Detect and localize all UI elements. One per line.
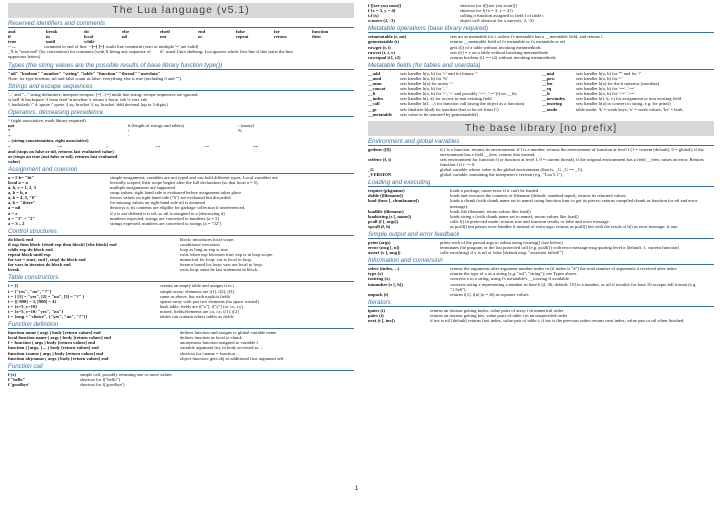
metafield-name xyxy=(542,112,576,117)
entry-description: calling a function assigned to field f of table t xyxy=(460,13,544,19)
metafield-name: __add xyxy=(368,70,381,76)
keyword: until xyxy=(46,39,56,45)
metafield-description: sets handler h(a, b) for '^' xyxy=(576,75,623,81)
metafield-name: __eq xyxy=(542,86,552,92)
metafield-description: sets handler h(t, k) for access to non existing field xyxy=(400,96,492,102)
entry-term: rawequal (t1, t2) xyxy=(368,54,401,60)
metafield-description: sets handler h(f, ...) for function call (using the object as a function) xyxy=(400,101,525,107)
operators-note: ^ (right associative, math library required) xyxy=(8,118,86,124)
metafield-name: __unm xyxy=(368,81,382,87)
section-heading: Function definition xyxy=(8,321,354,329)
function-call-table xyxy=(8,372,354,387)
table-row xyxy=(8,356,354,361)
keyword: function xyxy=(312,29,329,34)
entry-description: sets environment for function f (or function at level f, 0 = current thread); if the original environment has a field __fenv, raises an error. Returns function f if f ~= 0. xyxy=(440,156,704,167)
section-heading: Strings and escape sequences xyxy=(8,83,354,91)
entry-term: function name ( args ) body [return values] end xyxy=(8,330,101,336)
entry-term: for var = start, end [, step] do block end xyxy=(8,257,86,263)
section-heading: Operators, decreasing precedence xyxy=(8,109,354,117)
table-row xyxy=(8,267,354,272)
entry-description: returns t[1], t[n] (n = #t) as separate values xyxy=(450,291,529,297)
entry-term: a = 5 b= "hi" xyxy=(8,174,34,180)
metafield-description: sets handler h(a, b) for '..' xyxy=(400,86,447,92)
entry-description: variable argument list, in body accessed as ... xyxy=(180,345,263,351)
keyword: else xyxy=(122,29,130,34)
base-library-title: The base library [no prefix] xyxy=(368,121,714,136)
entry-term: if exp then block {elseif exp then block} [else block] end xyxy=(8,241,117,247)
types-list: "nil" "boolean" "number" "string" "table" "function" "thread" "userdata" xyxy=(8,70,161,76)
section-heading: Control structures xyxy=(8,228,354,236)
operator: <= xyxy=(57,143,63,149)
function-call-continued xyxy=(368,3,714,23)
entry-term: print (args) xyxy=(368,240,391,245)
entry-term: ipairs (t) xyxy=(368,307,385,313)
comment-list xyxy=(8,44,354,59)
comment-term: -- ... xyxy=(8,44,16,50)
entry-description: shortcut for f("hello") xyxy=(80,376,120,382)
entry-term: loadstring (s [, name]) xyxy=(368,213,412,219)
entry-term: unpack (t) xyxy=(368,291,389,297)
entry-term: t = { [1] = "yes", [2] = "no", [3] = "?" } xyxy=(8,293,85,299)
operator: == xyxy=(253,143,259,149)
entry-description: loads a chunk (with chunk name set to name) using function func to get its pieces; returns compiled chunk as function (or nil and error message). xyxy=(450,198,698,209)
function-definition-table xyxy=(8,330,354,361)
entry-term: tonumber (x [, b]) xyxy=(368,281,403,287)
entry-term: getfenv ([f]) xyxy=(368,146,392,152)
operator: % xyxy=(238,128,242,134)
keyword: for xyxy=(274,29,280,34)
entry-term: f {x = 3, y = 4} xyxy=(368,8,396,14)
entry-description: shortcut for f({x = 3, y = 4}) xyxy=(460,8,513,14)
entry-description: as pcall() but passes error handler h instead of extra args; returns as pcall() but with the result of h() as error message, if any. xyxy=(450,223,679,229)
string-escapes xyxy=(8,92,354,107)
entry-description: strings expected, numbers are converted to strings (a = "32") xyxy=(110,220,222,226)
table-row xyxy=(368,292,714,297)
entry-description: returns the arguments after argument number index or (if index is "#") the total number of arguments it received after index xyxy=(450,266,677,272)
entry-description: tables can contain others tables as fields xyxy=(160,314,234,320)
entry-term: error (msg [, n]) xyxy=(368,245,400,251)
entry-term: f (x) xyxy=(8,371,17,377)
entry-description: simple assignment; variables are not typed and can hold different types. Local variables are xyxy=(110,174,278,180)
entry-description: sets mt as metatable for t, unless t's metatable has a __metatable field, and returns t xyxy=(450,34,603,40)
escape-row: '...' and "..." string delimiters; interpret escapes. [=[...]=] multi line string; escape sequences are ignored. xyxy=(8,91,199,97)
entry-term: require (pkgname) xyxy=(368,188,405,194)
metafield-description: sets handler h(a, b) for '*' and for '/' xyxy=(576,70,641,76)
section-heading: Information and conversion xyxy=(368,257,714,265)
metafield-description: sets handler h(t, k, v) for assignment to non existing field xyxy=(576,96,682,102)
entry-term: break xyxy=(8,267,20,273)
keyword: return xyxy=(274,34,287,40)
entry-description: global variable containing the interpreter's version (e.g. "Lua 5.1") xyxy=(440,172,563,178)
entry-term: function ( [args, ] ... ) body [return values] end xyxy=(8,345,99,351)
operator xyxy=(238,154,338,164)
entry-description: returns an iterator getting key, value pairs of table t in an unspecified order xyxy=(430,312,568,318)
entry-term: repeat block until exp xyxy=(8,252,51,258)
comment-term: _X is "reserved" (by convention) for constants (with X being any sequence of uppercase letters) xyxy=(8,49,151,60)
table-row xyxy=(368,157,714,167)
entry-term: assert (v [, msg]) xyxy=(368,250,401,256)
entry-term: tostring (x) xyxy=(368,276,390,282)
section-heading: Simple output and error feedback xyxy=(368,231,714,239)
assignment-table xyxy=(8,175,354,226)
table-row xyxy=(8,221,354,226)
entry-description: converts x to a string, using t's metatable's __tostring if available xyxy=(450,276,569,282)
section-heading: Metatable fields (for tables and userdata) xyxy=(368,62,714,70)
keyword: and xyxy=(8,29,16,34)
metatable-fields xyxy=(368,71,714,117)
entry-term: rawset (t, i, v) xyxy=(368,49,395,55)
control-table xyxy=(8,237,354,273)
keyword: then xyxy=(312,34,321,40)
entry-term: t = {[-900] = 3, [900] = 4} xyxy=(8,298,57,304)
entry-description: calls f() in protected mode; returns true and function results or false and error message. xyxy=(450,218,610,224)
entry-description: mixed, fields/elements are t.x, t.y, t[1], t[2] xyxy=(160,308,239,314)
keyword: if xyxy=(8,34,11,40)
metafield-description: sets handler h(a, b) for '<', '>' and possibly '<=', '>=' (if no __le) xyxy=(400,91,517,97)
iterators-table xyxy=(368,308,714,323)
entry-description: returns the type of x as a string (e.g. "nil", "string"); see Types above. xyxy=(450,271,578,277)
keyword: local xyxy=(84,34,94,40)
entry-term: dofile ([filename]) xyxy=(368,193,404,199)
entry-description: conditional execution xyxy=(180,241,220,247)
entry-term: _VERSION xyxy=(368,172,392,178)
entry-term: type (x) xyxy=(368,271,383,277)
entry-term: loadfile (filename) xyxy=(368,208,404,214)
entry-term: f [[see you soon]] xyxy=(368,3,402,8)
entry-term: pcall (f [, args]) xyxy=(368,218,399,224)
keyword: true xyxy=(8,39,17,45)
metafield-name: __mul xyxy=(542,70,555,76)
entry-description: if f is a function, returns its environment; if f is a number, returns the environment of function at level f (1 = current [default], 0 = global); if the environment has a field __fenv, returns that instead. xyxy=(440,146,704,157)
operator-row xyxy=(8,154,354,164)
keyword: while xyxy=(84,39,95,45)
entry-term: t.f (x) xyxy=(368,13,379,19)
entry-description: multiple assignments are supported xyxy=(110,185,175,191)
entry-description: numerical for loop; var is local to loop. xyxy=(180,257,252,263)
entry-term: setmetatable (t, mt) xyxy=(368,34,407,40)
operator: > xyxy=(106,143,109,149)
entry-term: pairs (t) xyxy=(368,312,384,318)
operator: not xyxy=(8,123,15,129)
keyword: false xyxy=(236,29,245,34)
entry-description: anonymous function assigned to variable f xyxy=(180,340,258,346)
operator: or (stops on true (not false or nil), returns last evaluated value) xyxy=(8,153,118,164)
entry-description: loads and executes the contents of filename [default: standard input]; returns its returned values. xyxy=(450,193,627,199)
table-row xyxy=(368,55,714,60)
entry-description: shortcut for f([[see you soon]]) xyxy=(460,3,517,8)
section-heading: Environment and global variables xyxy=(368,138,714,146)
entry-description: prints each of the passed args to stdout using tostring() (see below) xyxy=(440,240,563,245)
entry-term: rawget (t, i) xyxy=(368,44,391,50)
operator xyxy=(128,154,238,164)
entry-term: load (func [, chunkname]) xyxy=(368,198,419,204)
operator: < xyxy=(8,143,11,149)
metafield-description: sets value to be returned by getmetatable() xyxy=(400,111,479,117)
metafield-name: __mode xyxy=(542,106,558,112)
entry-description: exits when exp becomes true; exp is in loop scope. xyxy=(180,252,274,258)
entry-description: object function, gets obj as additional first argument self xyxy=(180,355,284,361)
entry-term: local function name ( args ) body [return values] end xyxy=(8,335,111,341)
section-heading: Iterators xyxy=(368,299,714,307)
entry-description: lexically scoped; their scope begins after the full declaration (so that local a = 5). xyxy=(110,179,259,185)
metafield-name: __le xyxy=(542,91,550,97)
entry-description: gets t[i] of a table without invoking metamethods xyxy=(450,44,541,50)
entry-description: defines function and assigns to global variable name xyxy=(180,330,277,336)
entry-term: a, b = b, a xyxy=(8,190,28,196)
entry-description: terminates the program or the last protected call (e.g. pcall()) with error message msg quoting level n [default: 1, current function] xyxy=(440,245,679,251)
table-row xyxy=(8,382,354,387)
entry-description: destroys a; its contents are eligible for garbage collection if unreferenced. xyxy=(110,205,246,211)
entry-term: for vars in iterator do block end xyxy=(8,262,71,268)
section-heading: Metatable operations (base library required) xyxy=(368,25,714,33)
metafield-description: sets handler h(a, b) for '%' xyxy=(400,75,449,81)
section-heading: Types (the string values are the possible results of base library function type()) xyxy=(8,62,354,70)
metafield-description: sets handler h(a, b) for '+' and for binary '-' xyxy=(400,70,479,76)
metafield-name: __lt xyxy=(368,91,376,97)
entry-term: next (t [, inx]) xyxy=(368,318,395,324)
entry-description: shortcut for t.name = function ... xyxy=(180,350,240,356)
entry-description: global variable whose value is the global environment (that is, _G._G == _G) xyxy=(440,167,583,173)
entry-term: a = "3" + "2" xyxy=(8,215,35,221)
entry-description: converts string x representing a number in base b [2, 36, default: 10] to a number, or nil if invalid; for base 10 accepts full format (e.g. "1.5e6"). xyxy=(450,281,697,292)
entry-description: numbers expected, strings are converted to numbers (a = 5) xyxy=(110,215,219,221)
escape-row: \\ backslash \" d. quote \' quote \[ sq. bracket \] sq. bracket \ddd decimal (up to 3 digits) xyxy=(8,101,168,107)
operator: + xyxy=(8,133,11,139)
section-heading: Table constructors xyxy=(8,274,354,282)
entry-description: simple call, possibly returning one or more values xyxy=(80,371,172,377)
entry-description: swap values: right hand side is evaluated before assignment takes place xyxy=(110,190,242,196)
entry-term: t = {"yes", "no", "?"} xyxy=(8,288,52,294)
entry-term: function t.name ( args ) body [return values] end xyxy=(8,350,104,356)
keyword: end xyxy=(198,29,206,34)
operator: >= xyxy=(155,143,161,149)
metafield-name: __len xyxy=(542,81,553,87)
entry-term: select (index, ...) xyxy=(368,266,400,272)
types-note: Note: for type boolean, nil and false count as false; everything else is true (including 0 and ""). xyxy=(8,75,183,81)
metafield-name: __call xyxy=(368,101,380,107)
entry-term: a = 3 .. 2 xyxy=(8,220,25,226)
entry-description: if inx is nil [default] returns first index, value pair of table t; if inx is the previous index returns next index, value pair or nil when finished. xyxy=(430,318,685,324)
operator: # (length of strings and tables) xyxy=(128,123,185,129)
metafield-description xyxy=(576,112,714,117)
operator: ~= xyxy=(204,143,210,149)
table-constructors xyxy=(8,283,354,319)
table-row xyxy=(368,318,714,323)
entry-term: x:move (2, -3) xyxy=(368,18,395,24)
entry-term: xpcall (f, h) xyxy=(368,223,391,229)
table-row xyxy=(368,282,714,292)
keyword: not xyxy=(160,34,167,40)
entry-description: simple array; elements are t[1], t[2], t[3]. xyxy=(160,288,236,294)
metatable-operations xyxy=(368,34,714,59)
entry-description: iterator based for loop; vars are local to loop. xyxy=(180,262,263,268)
entry-description: returns an iterator getting index, value pairs of array t in numerical order xyxy=(430,307,564,313)
entry-term: f 'goodbye' xyxy=(8,381,30,387)
entry-description: same as above, but with explicit fields xyxy=(160,293,231,299)
entry-description: defines function as local to chunk xyxy=(180,335,242,341)
entry-description: returns boolean (t1 == t2) without invoking metamethods xyxy=(450,54,556,60)
information-table xyxy=(368,266,714,297)
entry-term: t = {x=5, y=10; "yes", "no"} xyxy=(8,308,64,314)
entry-description: excess values on right hand side ("6") are evaluated but discarded xyxy=(110,195,231,201)
entry-description: shortcut for f('goodbye') xyxy=(80,381,125,387)
page-number: 1 xyxy=(355,486,359,492)
entry-term: _G xyxy=(368,167,374,173)
entry-description: sparse array with just two elements (no space wasted) xyxy=(160,298,259,304)
keyword: repeat xyxy=(236,34,249,40)
metafield-name: __concat xyxy=(368,86,386,92)
comment-description: multi line comment (zero or multiple '=' are valid) xyxy=(106,44,199,50)
metafield-description: sets handler h(a, b) for '==', '~=' xyxy=(576,86,635,92)
metafield-name: __pow xyxy=(542,75,555,81)
metafield-description: table mode: 'k' = weak keys; 'v' = weak values; 'kv' = both. xyxy=(576,106,684,112)
entry-description: if z is not defined it is nil, so nil is assigned to a (destroying it) xyxy=(110,210,225,216)
comment-description: #! xyxy=(160,49,164,55)
section-heading: Assignment and coercion xyxy=(8,166,354,174)
metafield-name: __newindex xyxy=(542,96,566,102)
page-title: The Lua language (v5.1) xyxy=(8,3,354,18)
operator: .. (string concatenation, right associative) xyxy=(8,138,89,144)
entry-term: getmetatable (t) xyxy=(368,39,399,45)
table-row xyxy=(368,18,714,23)
entry-description: hash table, fields are t["x"], t["y"] (or t.x, t.y) xyxy=(160,303,243,309)
right-column xyxy=(368,3,714,323)
keyword: break xyxy=(46,29,58,34)
comment-row xyxy=(8,49,354,59)
metafield-name: __tostring xyxy=(542,101,562,107)
escape-row: \a bell \b backspace \f form feed \n newline \r return \t horiz. tab \v vert. tab xyxy=(8,96,147,102)
metafield-description: sets finalizer h(ud) for userdata (has to be set from C) xyxy=(400,106,499,112)
entry-term: a, b = "there" xyxy=(8,200,36,206)
table-row xyxy=(368,172,714,177)
table-row xyxy=(368,224,714,229)
keyword: nil xyxy=(122,34,128,40)
entry-description: object call: shortcut for x.move(x, 2, -3) xyxy=(460,18,534,24)
loading-table xyxy=(368,188,714,229)
entry-term: f "hello" xyxy=(8,376,26,382)
table-row xyxy=(8,314,354,319)
table-row xyxy=(368,147,714,157)
entry-description: sets t[i] = v on a table without invoking metamethods xyxy=(450,49,549,55)
entry-term: t = {msg = "choice", {"yes", "no", "?"}} xyxy=(8,314,88,320)
entry-term: a, b = 4, 5, "6" xyxy=(8,195,37,201)
entry-term: a = z xyxy=(8,210,18,216)
operator: - (unary) xyxy=(238,123,255,129)
entry-term: a = nil xyxy=(8,205,21,211)
environment-table xyxy=(368,147,714,178)
metafield-description: sets handler h(a, b) for '<=', '>=' xyxy=(576,91,635,97)
entry-description: exits loop; must be last statement in block. xyxy=(180,267,259,273)
metafield-name: __index xyxy=(368,96,384,102)
left-column xyxy=(8,3,354,387)
entry-term: f = function ( args ) body [return values] end xyxy=(8,340,96,346)
section-heading: Reserved identifiers and comments xyxy=(8,20,354,28)
entry-description: calls error(msg) if v is nil or false [default msg: "assertion failed!"] xyxy=(440,250,564,256)
metafield-description: sets handler h(a) for the # operator (userdata) xyxy=(576,81,660,87)
section-heading: Function call xyxy=(8,363,354,371)
entry-term: a, b, c = 1, 2, 3 xyxy=(8,185,36,191)
table-row xyxy=(368,250,714,255)
entry-description: loads a package, raises error if it can't be loaded xyxy=(450,188,539,194)
section-heading: Loading and executing xyxy=(368,179,714,187)
metafield-name: __gc xyxy=(368,106,377,112)
metafield-name: __mod xyxy=(368,75,382,81)
entry-term: t = {} xyxy=(8,283,19,289)
entry-term: function obj:name ( args ) body [return values] end xyxy=(8,355,109,361)
operator: - xyxy=(128,133,130,139)
keyword: do xyxy=(84,29,89,34)
metafield-row xyxy=(368,112,714,117)
metafield-description: sets handler h(a) for unary '-' xyxy=(400,81,453,87)
entry-description: loads file filename; return values like load() xyxy=(450,208,531,214)
comment-description: comment to end of line xyxy=(44,44,87,50)
entry-term: local a = a xyxy=(8,179,28,185)
entry-description: for missing values on right hand side nil is assumed xyxy=(110,200,206,206)
entry-description: creates an empty table and assigns it to t xyxy=(160,283,234,289)
entry-description: block; introduces local scope. xyxy=(180,236,235,242)
entry-term: while exp do block end xyxy=(8,247,53,252)
keyword: or xyxy=(198,34,203,40)
table-row xyxy=(368,198,714,208)
keyword: in xyxy=(46,34,50,40)
entry-term: do block end xyxy=(8,236,34,242)
entry-description: returns __metatable field of t's metatable or t's metatable or nil xyxy=(450,39,565,45)
comment-term: --[=[ ]=] xyxy=(88,44,105,50)
entry-description: loop as long as exp is true xyxy=(180,247,228,252)
keyword: elseif xyxy=(160,29,170,34)
metafield-description: sets handler h(a) to convert to string, e.g. for print() xyxy=(576,101,671,107)
entry-term: setfenv (f, t) xyxy=(368,156,392,162)
entry-term: t = {x=5, y=10} xyxy=(8,303,38,309)
output-table xyxy=(368,240,714,255)
operator: / xyxy=(128,128,130,134)
operator: * xyxy=(8,128,11,134)
metafield-name: __metatable xyxy=(368,111,392,117)
entry-description: loads string s (with chunk name set to name); return values like load() xyxy=(450,213,579,219)
operators-table xyxy=(8,123,354,164)
comment-description: usual Unix shebang; Lua ignores whole first line if this starts the line. xyxy=(165,49,294,55)
operator: and (stops on false or nil, returns last evaluated value) xyxy=(8,148,114,154)
keyword-list xyxy=(8,29,354,44)
